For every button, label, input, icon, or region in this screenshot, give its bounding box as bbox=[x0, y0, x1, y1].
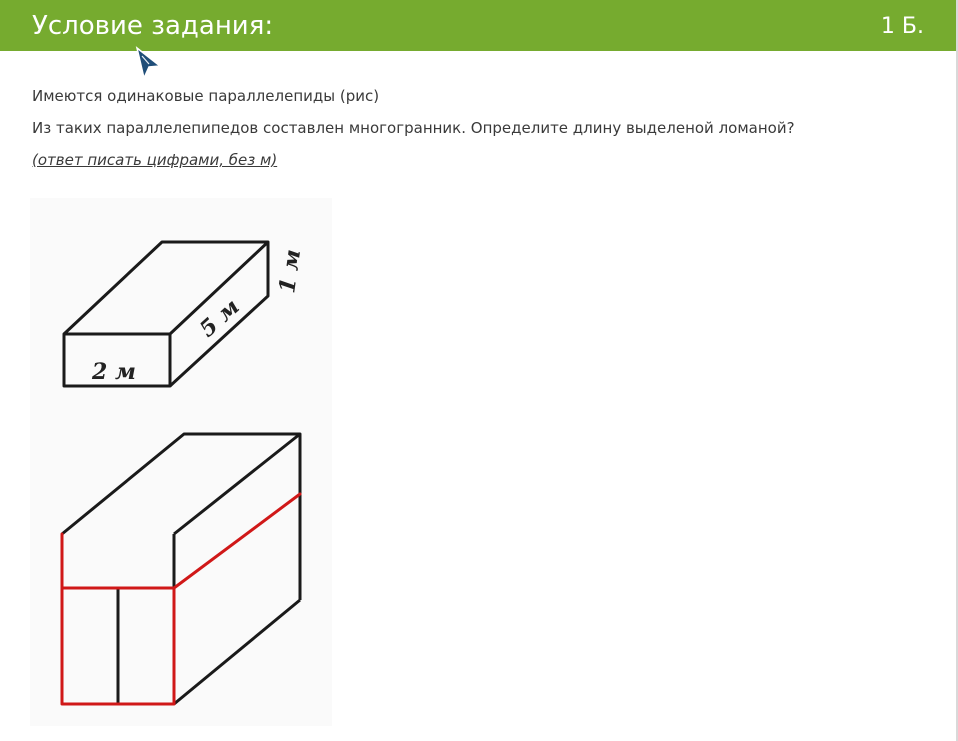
task-title: Условие задания: bbox=[32, 11, 274, 41]
task-question: Из таких параллелепипедов составлен многогранник. Определите длину выделеной ломаной? bbox=[32, 119, 795, 137]
task-points: 1 Б. bbox=[880, 14, 924, 39]
answer-hint: (ответ писать цифрами, без м) bbox=[32, 151, 278, 169]
label-height: 1 м bbox=[274, 247, 307, 295]
label-length: 5 м bbox=[194, 293, 245, 343]
pointer-cursor-icon bbox=[134, 46, 164, 80]
parallelepiped-figure bbox=[30, 198, 332, 726]
task-header bbox=[0, 0, 956, 51]
label-width: 2 м bbox=[92, 359, 136, 385]
task-figure bbox=[30, 198, 332, 726]
task-description: Имеются одинаковые параллелепиды (рис) bbox=[32, 87, 380, 105]
